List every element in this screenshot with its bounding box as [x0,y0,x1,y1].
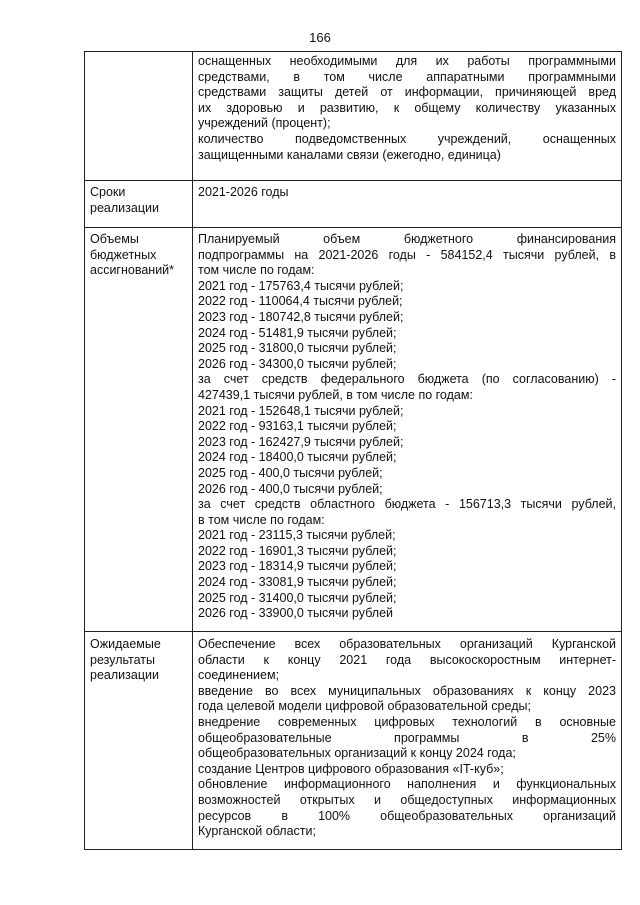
text-line: области к концу 2021 года высокоскоростным интернет- [198,652,616,667]
label-line: Сроки [90,185,126,199]
budget-year-line: 2022 год - 110064,4 тысячи рублей; [198,294,403,309]
text-line: средствами, в том числе аппаратными программными [198,69,616,84]
budget-label [85,228,193,632]
regional-year-line: 2021 год - 23115,3 тысячи рублей; [198,528,396,543]
terms-value-text: 2021-2026 годы [198,185,289,199]
continuation-text [193,52,622,181]
budget-year-line: 2024 год - 51481,9 тысячи рублей; [198,325,397,340]
regional-year-line: 2022 год - 16901,3 тысячи рублей; [198,543,397,558]
text-line: за счет средств федерального бюджета (по согласованию) - [198,372,616,387]
label-line: Объемы [90,232,139,246]
label-line: ассигнований* [90,263,175,278]
text-line: введение во всех муниципальных образованиях к концу 2023 [198,683,616,698]
text-line: подпрограммы на 2021-2026 годы - 584152,4 тысячи рублей, в [198,247,616,262]
text-line: обновление информационного наполнения и функциональных [198,777,616,792]
text-line: Планируемый объем бюджетного финансирования [198,232,616,246]
table-row-budget [85,228,622,632]
text-line: оснащенных необходимыми для их работы программными [198,54,616,68]
federal-year-line: 2024 год - 18400,0 тысячи рублей; [198,450,397,465]
label-line: реализации [90,200,159,215]
text-line: ресурсов в 100% общеобразовательных организаций [198,808,616,823]
text-line: создание Центров цифрового образования «IT-куб»; [198,761,504,776]
federal-year-line: 2023 год - 162427,9 тысячи рублей; [198,434,404,449]
label-cell-continuation [85,52,193,181]
text-line: возможностей открытых и общедоступных информационных [198,792,616,807]
terms-value [193,181,622,228]
text-line: учреждений (процент); [198,116,331,131]
table-row-continuation [85,52,622,181]
results-label [85,632,193,850]
text-line: средствами защиты детей от информации, причиняющей вред [198,85,616,100]
text-line: их здоровью и развитию, к общему количеству указанных [198,100,616,115]
budget-year-line: 2025 год - 31800,0 тысячи рублей; [198,341,397,356]
text-line: соединением; [198,668,280,683]
text-line: года целевой модели цифровой образовательной среды; [198,699,531,714]
federal-year-line: 2025 год - 400,0 тысячи рублей; [198,465,383,480]
regional-year-line: 2026 год - 33900,0 тысячи рублей [198,606,394,621]
results-text [193,632,622,850]
regional-year-line: 2025 год - 31400,0 тысячи рублей; [198,590,397,605]
text-line: 427439,1 тысячи рублей, в том числе по годам: [198,387,473,402]
budget-text [193,228,622,632]
text-line: Курганской области; [198,824,316,839]
budget-year-line: 2021 год - 175763,4 тысячи рублей; [198,278,404,293]
label-line: результаты [90,652,155,667]
label-line: Ожидаемые [90,637,161,651]
passport-table [84,51,622,850]
budget-year-line: 2023 год - 180742,8 тысячи рублей; [198,309,404,324]
terms-label [85,181,193,228]
text-line: том числе по годам: [198,263,315,278]
label-line: бюджетных [90,247,157,262]
regional-year-line: 2024 год - 33081,9 тысячи рублей; [198,575,397,590]
text-line: в том числе по годам: [198,512,325,527]
federal-year-line: 2021 год - 152648,1 тысячи рублей; [198,403,404,418]
regional-year-line: 2023 год - 18314,9 тысячи рублей; [198,559,397,574]
table-row-terms [85,181,622,228]
text-line: защищенными каналами связи (ежегодно, единица) [198,147,501,162]
text-line: общеобразовательных организаций к концу 2024 года; [198,746,516,761]
text-line: за счет средств областного бюджета - 156713,3 тысячи рублей, [198,497,616,512]
budget-year-line: 2026 год - 34300,0 тысячи рублей; [198,356,397,371]
text-line: общеобразовательные программы в 25% [198,730,616,745]
page-number: 166 [309,30,331,45]
label-line: реализации [90,668,159,683]
text-line: количество подведомственных учреждений, оснащенных [198,131,616,146]
federal-year-line: 2026 год - 400,0 тысячи рублей; [198,481,383,496]
table-row-results [85,632,622,850]
text-line: Обеспечение всех образовательных организаций Курганской [198,637,616,651]
text-line: внедрение современных цифровых технологий в основные [198,714,616,729]
federal-year-line: 2022 год - 93163,1 тысячи рублей; [198,419,397,434]
